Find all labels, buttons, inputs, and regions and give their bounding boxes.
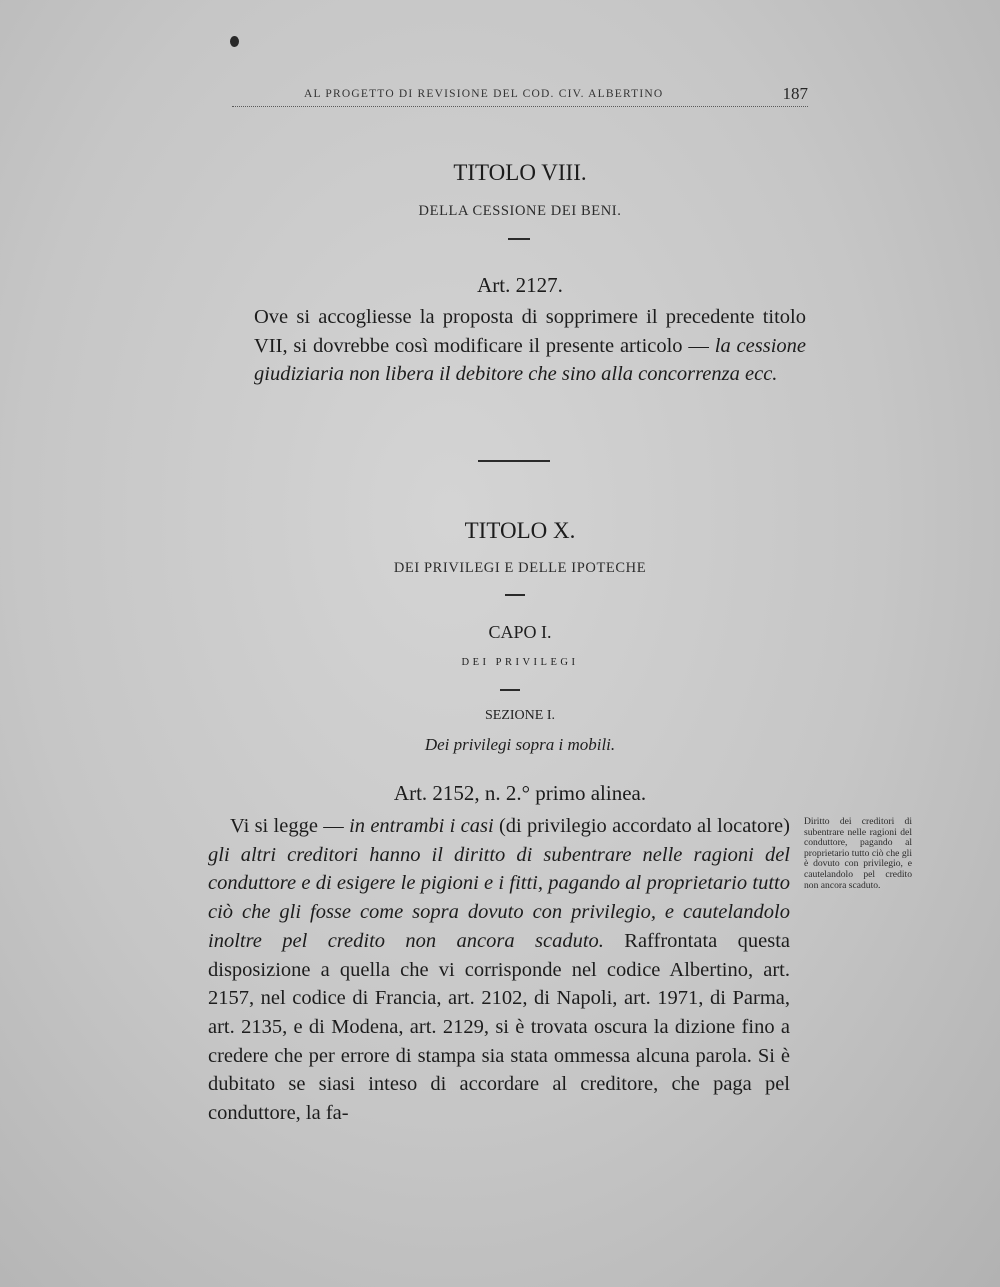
art-2152-text-1: Vi si legge — [230,815,350,837]
header-rule [232,106,808,107]
running-title: AL PROGETTO DI REVISIONE DEL COD. CIV. ALBERTINO [304,88,664,100]
art-2152-text-2: (di privilegio accordato al locatore) [493,815,790,837]
art-2127-paragraph [254,303,806,389]
art-2127-heading: Art. 2127. [477,273,563,297]
section-dash [508,238,530,240]
sezione-i-heading: SEZIONE I. [485,708,555,723]
titolo-x-heading: TITOLO X. [464,518,576,543]
art-2127-italic-text: la cessione giudiziaria non libera il debitore che sino alla concorrenza ecc. [254,334,806,386]
marginal-note: Diritto dei creditori di subentrare nelle ragioni del conduttore, pagando al proprietario tutto ciò che gli è dovuto con privilegio, e cautelandolo pel credito non ancora scaduto. [804,816,912,891]
ink-blot [230,36,239,47]
capo-i-subheading: DEI PRIVILEGI [461,657,579,668]
art-2152-paragraph [208,812,790,1128]
section-dash [505,594,525,596]
art-2152-heading: Art. 2152, n. 2.° primo alinea. [393,781,647,805]
titolo-x-subheading: DEI PRIVILEGI E DELLE IPOTECHE [393,560,647,576]
section-dash [500,689,520,691]
capo-i-heading: CAPO I. [488,622,552,642]
running-header [232,84,808,108]
art-2152-italic-1: in entrambi i casi [349,815,494,837]
separator-rule [478,460,550,462]
sezione-i-subheading: Dei privilegi sopra i mobili. [424,735,616,754]
titolo-viii-heading: TITOLO VIII. [453,160,587,185]
art-2127-text: Ove si accogliesse la proposta di sopprimere il precedente titolo VII, si dovrebbe così modificare il presente articolo — [254,306,806,357]
titolo-viii-subheading: DELLA CESSIONE DEI BENI. [418,203,622,219]
art-2152-text-3: Raffrontata questa disposizione a quella che vi corrisponde nel codice Albertino, art. 2157, nel codice di Francia, art. 2102, di Napoli, art. 1971, di Parma, art. 2135, e di Modena, art. 2129, si è trovata oscura la dizione fino a credere che per errore di stampa sia stata ommessa alcuna parola. Si è dubitato se siasi inteso di accordare al creditore, che paga pel conduttore, la fa- [208,929,790,1125]
art-2152-italic-2: gli altri creditori hanno il diritto di subentrare nelle ragioni del conduttore e di esigere le pigioni e i fitti, pagando al proprietario tutto ciò che gli fosse come sopra dovuto con privilegio, e cautelandolo inoltre pel credito non ancora scaduto. [208,843,790,952]
page-number: 187 [782,84,808,103]
